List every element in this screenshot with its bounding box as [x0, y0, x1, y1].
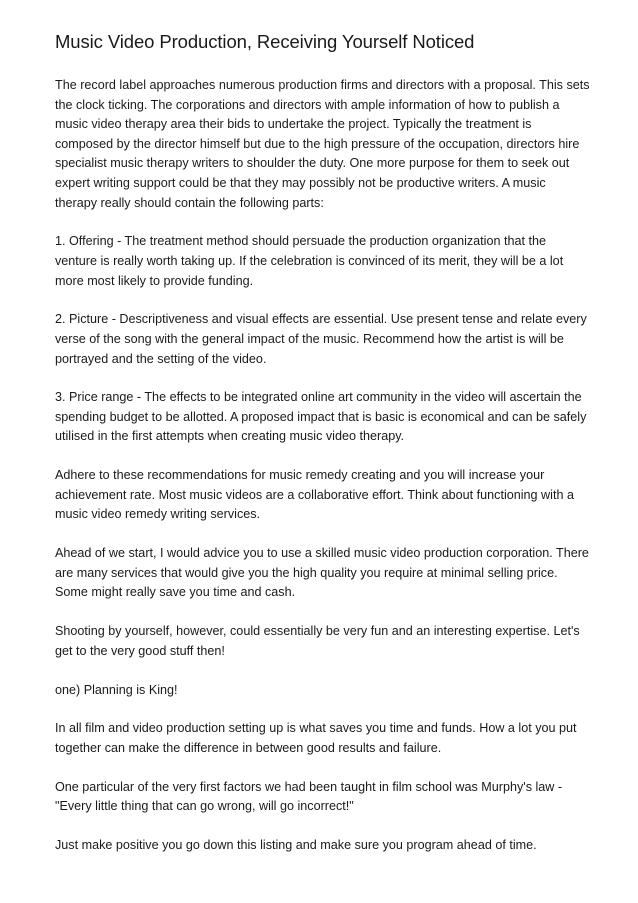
paragraph-setting-up: In all film and video production setting up is what saves you time and funds. How a lot you put together can make the difference in between good results and failure. — [55, 721, 577, 755]
paragraph-picture: 2. Picture - Descriptiveness and visual effects are essential. Use present tense and relate every verse of the song with the general impact of the music. Recommend how the artist is will be portrayed and the setting of the video. — [55, 312, 587, 366]
paragraph-ahead: Ahead of we start, I would advice you to use a skilled music video production corporation. There are many services that would give you the high quality you require at minimal selling price. Some might really save you time and cash. — [55, 546, 589, 600]
paragraph-planning-heading: one) Planning is King! — [55, 682, 178, 697]
document-page — [55, 30, 590, 875]
paragraph-shooting: Shooting by yourself, however, could essentially be very fun and an interesting expertise. Let's get to the very good stuff then! — [55, 624, 580, 658]
paragraph-murphys-law: One particular of the very first factors we had been taught in film school was Murphy's law - "Every little thing that can go wrong, will go incorrect!" — [55, 779, 563, 814]
paragraph-recommendations: Adhere to these recommendations for music remedy creating and you will increase your achievement rate. Most music videos are a collaborative effort. Think about functioning with a music video remedy writing services. — [55, 468, 574, 522]
paragraph-price-range: 3. Price range - The effects to be integrated online art community in the video will ascertain the spending budget to be allotted. A proposed impact that is basic is economical and can be safely utilised in the first attempts when creating music video therapy. — [55, 390, 587, 444]
paragraph-offering: 1. Offering - The treatment method should persuade the production organization that the venture is really worth taking up. If the celebration is convinced of its merit, they will be a lot more most likely to provide funding. — [55, 234, 564, 288]
paragraph-listing: Just make positive you go down this listing and make sure you program ahead of time. — [55, 838, 537, 853]
document-title: Music Video Production, Receiving Yourself Noticed — [55, 31, 475, 52]
paragraph-intro: The record label approaches numerous production firms and directors with a proposal. This sets the clock ticking. The corporations and directors with ample information of how to publish a music video therapy area their bids to undertake the project. Typically the treatment is composed by the director himself but due to the high pressure of the occupation, directors hire specialist music therapy writers to shoulder the duty. One more purpose for them to seek out expert writing support could be that they may possibly not be productive writers. A music therapy really should contain the following parts: — [55, 78, 590, 210]
